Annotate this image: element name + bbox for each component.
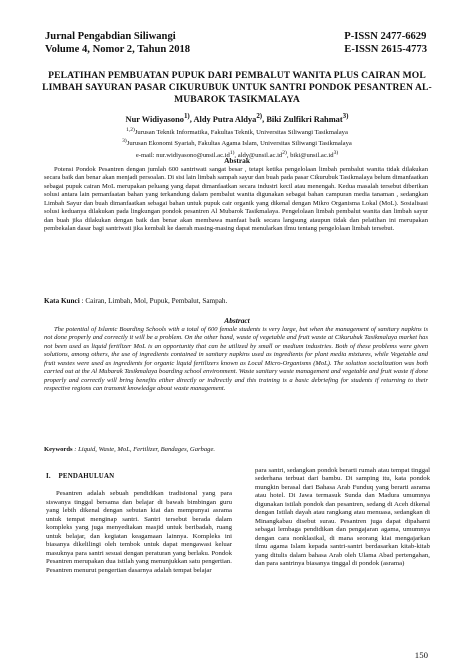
abstrak-heading: Abstrak [224, 156, 250, 165]
journal-name: Jurnal Pengabdian Siliwangi [45, 31, 176, 42]
abstract-heading: Abstract [224, 316, 250, 325]
email-2-sup: 2) [282, 149, 287, 156]
paper-title: PELATIHAN PEMBUATAN PUPUK DARI PEMBALUT WANITA PLUS CAIRAN MOL LIMBAH SAYURAN PASAR CIKURUBUK UNTUK SANTRI PONDOK PESANTREN AL-MUBAROK TASIKMALAYA [42, 70, 432, 105]
author-2-sup: 2) [256, 112, 263, 120]
affiliation-1 [30, 126, 444, 137]
author-list [30, 112, 444, 124]
abstract-body: The potential of Islamic Boarding Schools with a total of 600 female students is very large, but when the management of sanitary napkins is not done properly and correctly it will be a problem. On the other hand, waste of vegetable and fruit waste at Cikurubuk Tasikmalaya market has not been used as liquid fertilizer MoL is an opportunity that can be utilized by small or medium industries. Both of these problems were given solutions, among others, the use of ingredients contained in sanitary napkins used as ingredients for plant media mixtures, while Vegetable and fruit wastes were used as ingredients for organic liquid fertilizers known as Local Micro-Organisms (MoL). The solution socialization was both carried out at the Al Mubarak Tasikmalaya boarding school environment. Waste sanitary waste management and vegetable and fruit waste if done properly and correctly will bring benefits either directly or indirectly and this training is a basic debriefing for students if returning to their respective regions can transmit knowledge about waste management. [44, 326, 428, 393]
email-3-sup: 3) [333, 149, 339, 156]
section-title: PENDAHULUAN [58, 473, 115, 480]
left-column-paragraph: Pesantren adalah sebuah pendidikan tradisional yang para siswanya tinggal bersama dan belajar di bawah bimbingan guru yang lebih dikenal dengan sebutan kiai dan mempunyai asrama untuk tempat menginap santri. Santri tersebut berada dalam kompleks yang juga menyediakan masjid untuk beribadah, ruang untuk belajar, dan kegiatan keagamaan lainnya. Kompleks ini biasanya dikelilingi oleh tembok untuk dapat mengawasi keluar masuknya para santri sesuai dengan peraturan yang berlaku. Pondok Pesantren merupakan dua istilah yang menunjukkan satu pengertian. Pesantren menurut pengertian dasarnya adalah tempat belajar [46, 490, 232, 574]
section-number: I. [46, 473, 51, 480]
email-3: , biki@unsil.ac.id [286, 151, 334, 159]
e-issn: E-ISSN 2615-4773 [344, 44, 427, 55]
journal-volume: Volume 4, Nomor 2, Tahun 2018 [45, 44, 191, 55]
abstrak-body: Potensi Pondok Pesantren dengan jumlah 600 santriwati sangat besar , tetapi ketika pengelolaan limbah pembalut wanita tidak dilakukan secara baik dan benar akan menjadi persoalan. Di sisi lain limbah sampah sayur dan buah pada pasar Cikurubuk Tasikmalaya belum dimanfaatkan sebagai pupuk cairan MoL merupakan peluang yang dapat dimanfaatkan secara industri kecil atau menengah. Kedua masalah tersebut diberikan solusi antara lain pemanfaatan bahan yang terkandung dalam pembalut wanita digunakan sebagai bahan campuran media tanaman , sedangkan Limbah Sayur dan buah dimanfaatkan sebagai bahan untuk pupuk cair organik yang dikenal dengan Mikro Organisma Lokal (MoL). Sosialisasi solusi keduanya dilakukan pada lingkungan pondok pesantren Al Mubarok Tasikmalaya. Pengelolaan limbah pembalut wanita dan limbah sayur dan buah jika dilakukan dengan baik dan benar akan membawa manfaat baik secara langsung ataupun tidak dan pelatihan ini merupakan pembekalan dasar bagi santriwati jika kembali ke daerah masing-masing dapat menularkan ilmu tentang pengelolaan limbah tersebut. [44, 166, 428, 233]
affiliation-2-sup: 3) [122, 138, 127, 145]
affiliation-1-text: Jurusan Teknik Informatika, Fakultas Teknik, Universitas Siliwangi Tasikmalaya [134, 129, 348, 137]
journal-header-left [45, 30, 190, 56]
p-issn: P-ISSN 2477-6629 [344, 31, 427, 42]
email-1-sup: 1) [229, 149, 235, 156]
section-heading [46, 473, 232, 481]
left-column [46, 473, 232, 575]
email-2: , aldy@unsil.ac.id [234, 151, 283, 159]
right-column [255, 467, 430, 568]
affiliation-1-sup: 1,2) [126, 127, 135, 133]
author-2: , Aldy Putra Aldya [189, 114, 257, 124]
kata-kunci-value: : Cairan, Limbah, Mol, Pupuk, Pembalut, Sampah. [81, 297, 228, 305]
email-1: e-mail: nur.widiyasono@unsil.ac.id [135, 151, 230, 159]
kata-kunci [44, 297, 428, 305]
author-3-sup: 3) [342, 112, 349, 120]
author-1-sup: 1) [183, 112, 190, 120]
keywords-value: : Liquid, Waste, MoL, Fertilizer, Bandages, Garbage. [74, 446, 216, 453]
page-number: 150 [414, 650, 428, 660]
journal-header-right [344, 30, 427, 56]
kata-kunci-label: Kata Kunci [44, 297, 80, 305]
keywords [44, 446, 428, 453]
keywords-label: Keywords [44, 446, 73, 453]
affiliation-2 [30, 137, 444, 148]
author-1: Nur Widiyasono [125, 114, 184, 124]
right-column-paragraph: para santri, sedangkan pondok berarti rumah atau tempat tinggal sederhana terbuat dari bambu. Di samping itu, kata pondok mungkin berasal dari Bahasa Arab Funduq yang berarti asrama atau hotel. Di Jawa termasuk Sunda dan Madura umumnya digunakan istilah pondok dan pesantren, sedang di Aceh dikenal dengan Istilah dayah atau rangkang atau menuasa, sedangkan di Minangkabau disebut surau. Pesantren juga dapat dipahami sebagai lembaga pendidikan dan pengajaran agama, umumnya dengan cara nonklasikal, di mana seorang kiai mengajarkan ilmu agama Islam kepada santri-santri berdasarkan kitab-kitab yang ditulis dalam bahasa Arab oleh Ulama Abad pertengahan, dan para santrinya biasanya tinggal di pondok (asrama) [255, 467, 430, 567]
author-3: , Biki Zulfikri Rahmat [262, 114, 343, 124]
affiliation-2-text: Jurusan Ekonomi Syariah, Fakultas Agama Islam, Universitas Siliwangi Tasikmalaya [126, 140, 352, 148]
